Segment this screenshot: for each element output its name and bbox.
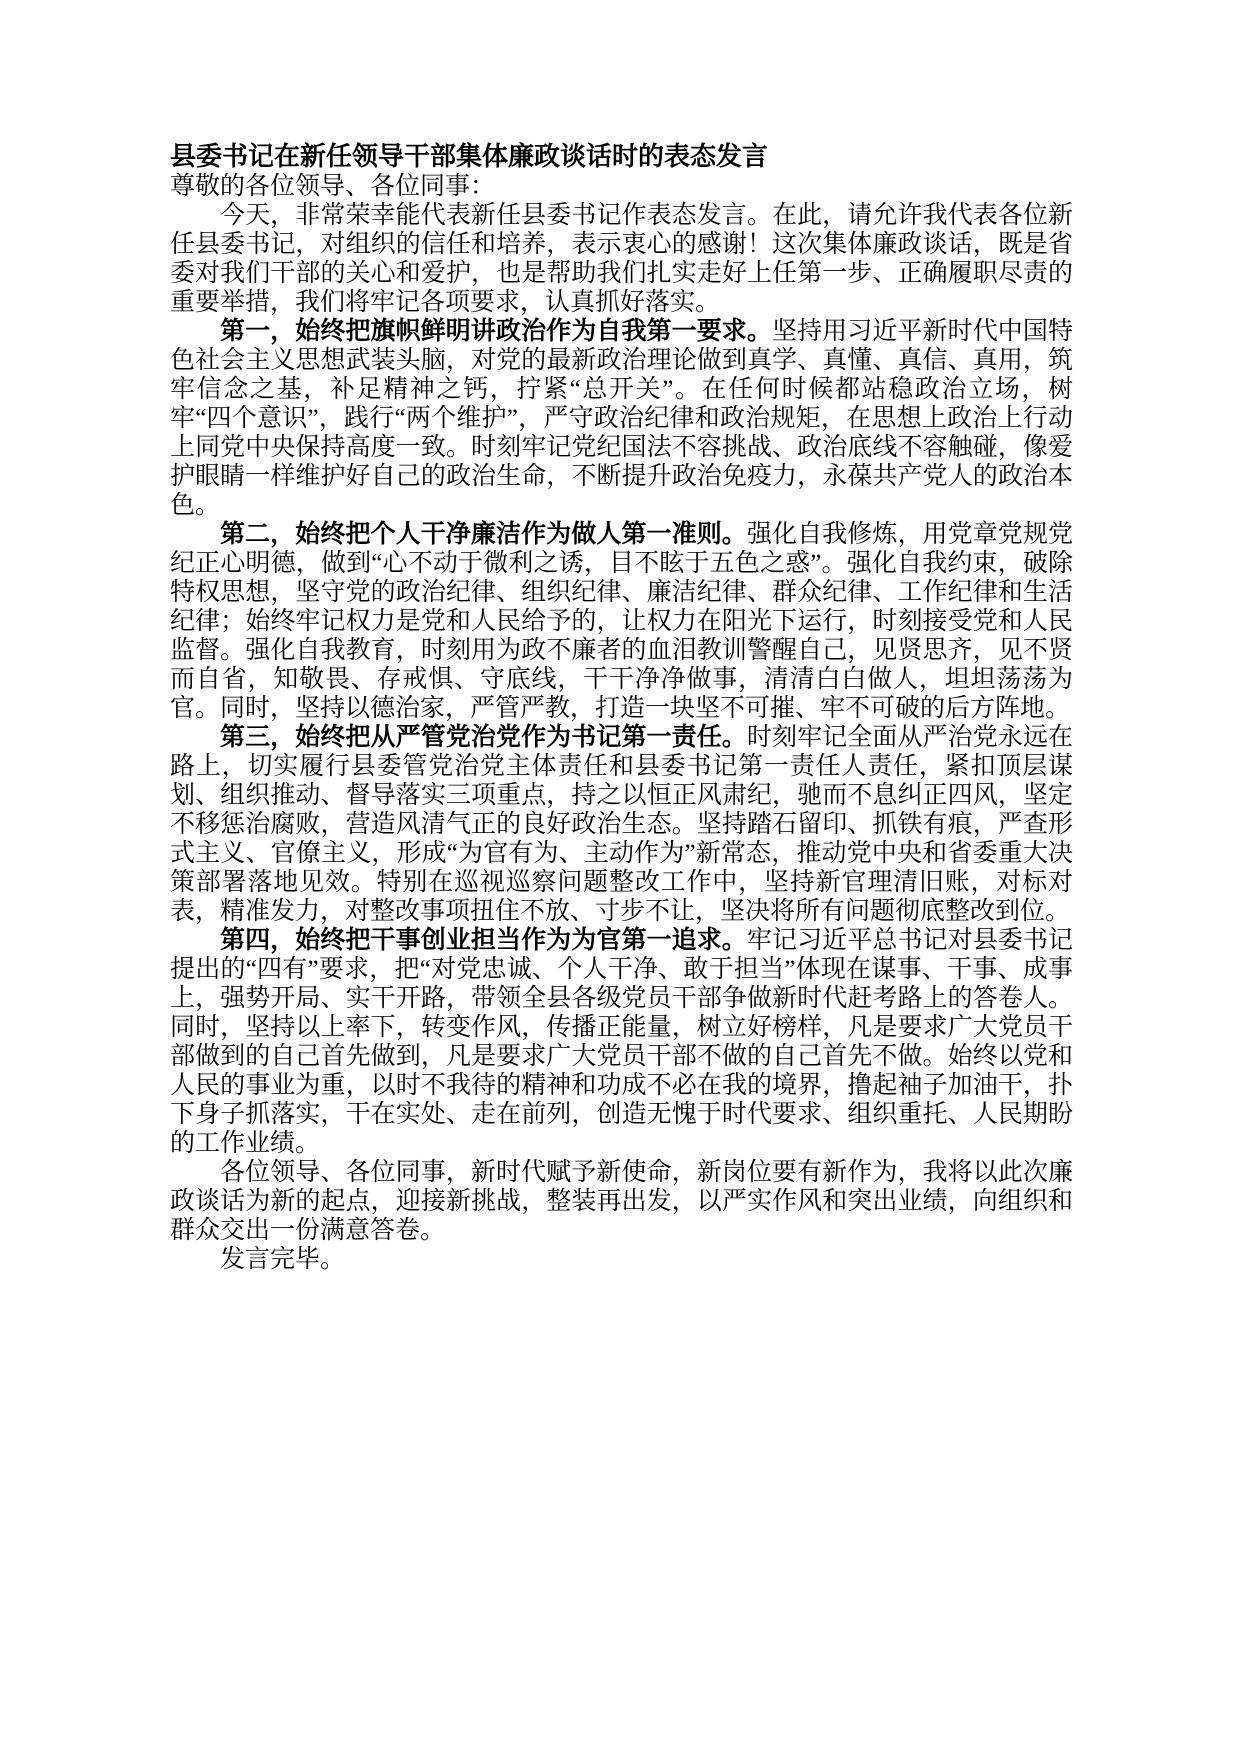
paragraph: [170, 520, 1073, 723]
paragraph: [170, 1158, 1073, 1245]
paragraph-lead: 第四，始终把干事创业担当作为为官第一追求。: [220, 927, 747, 954]
paragraph: [170, 723, 1073, 926]
paragraph: [170, 1245, 1073, 1274]
paragraph-text: 各位领导、各位同事，新时代赋予新使命，新岗位要有新作为，我将以此次廉政谈话为新的起点，迎接新挑战，整装再出发，以严实作风和突出业绩，向组织和群众交出一份满意答卷。: [170, 1159, 1073, 1244]
paragraph-text: 时刻牢记全面从严治党永远在路上，切实履行县委管党治党主体责任和县委书记第一责任人责任，紧扣顶层谋划、组织推动、督导落实三项重点，持之以恒正风肃纪，驰而不息纠正四风，坚定不移惩治腐败，营造风清气正的良好政治生态。坚持踏石留印、抓铁有痕，严查形式主义、官僚主义，形成“为官有为、主动作为”新常态，推动党中央和省委重大决策部署落地见效。特别在巡视巡察问题整改工作中，坚持新官理清旧账，对标对表，精准发力，对整改事项扭住不放、寸步不让，坚决将所有问题彻底整改到位。: [170, 724, 1073, 925]
document-body: [170, 142, 1073, 1274]
paragraph-text: 坚持用习近平新时代中国特色社会主义思想武装头脑，对党的最新政治理论做到真学、真懂、真信、真用，筑牢信念之基，补足精神之钙，拧紧“总开关”。在任何时候都站稳政治立场，树牢“四个意识”，践行“两个维护”，严守政治纪律和政治规矩，在思想上政治上行动上同党中央保持高度一致。时刻牢记党纪国法不容挑战、政治底线不容触碰，像爱护眼睛一样维护好自己的政治生命，不断提升政治免疫力，永葆共产党人的政治本色。: [170, 318, 1073, 519]
paragraph: [170, 201, 1073, 317]
paragraph-lead: 第一，始终把旗帜鲜明讲政治作为自我第一要求。: [220, 318, 772, 345]
document-title: 县委书记在新任领导干部集体廉政谈话时的表态发言: [170, 142, 769, 171]
paragraph: [170, 926, 1073, 1158]
paragraph-text: 牢记习近平总书记对县委书记提出的“四有”要求，把“对党忠诚、个人干净、敢于担当”体现在谋事、干事、成事上，强势开局、实干开路，带领全县各级党员干部争做新时代赶考路上的答卷人。同时，坚持以上率下，转变作风，传播正能量，树立好榜样，凡是要求广大党员干部做到的自己首先做到，凡是要求广大党员干部不做的自己首先不做。始终以党和人民的事业为重，以时不我待的精神和功成不必在我的境界，撸起袖子加油干，扑下身子抓落实，干在实处、走在前列，创造无愧于时代要求、组织重托、人民期盼的工作业绩。: [170, 927, 1073, 1157]
paragraph: [170, 317, 1073, 520]
paragraph-text: 强化自我修炼，用党章党规党纪正心明德，做到“心不动于微利之诱，目不眩于五色之惑”。强化自我约束，破除特权思想，坚守党的政治纪律、组织纪律、廉洁纪律、群众纪律、工作纪律和生活纪律；始终牢记权力是党和人民给予的，让权力在阳光下运行，时刻接受党和人民监督。强化自我教育，时刻用为政不廉者的血泪教训警醒自己，见贤思齐，见不贤而自省，知敬畏、存戒惧、守底线，干干净净做事，清清白白做人，坦坦荡荡为官。同时，坚持以德治家，严管严教，打造一块坚不可摧、牢不可破的后方阵地。: [170, 521, 1073, 722]
paragraph-text: 发言完毕。: [220, 1246, 346, 1273]
paragraph-text: 今天，非常荣幸能代表新任县委书记作表态发言。在此，请允许我代表各位新任县委书记，对组织的信任和培养，表示衷心的感谢！这次集体廉政谈话，既是省委对我们干部的关心和爱护，也是帮助我们扎实走好上任第一步、正确履职尽责的重要举措，我们将牢记各项要求，认真抓好落实。: [170, 202, 1073, 316]
paragraph-lead: 第三，始终把从严管党治党作为书记第一责任。: [220, 724, 747, 751]
paragraph-lead: 第二，始终把个人干净廉洁作为做人第一准则。: [220, 521, 747, 548]
salutation-line: 尊敬的各位领导、各位同事：: [170, 173, 496, 200]
